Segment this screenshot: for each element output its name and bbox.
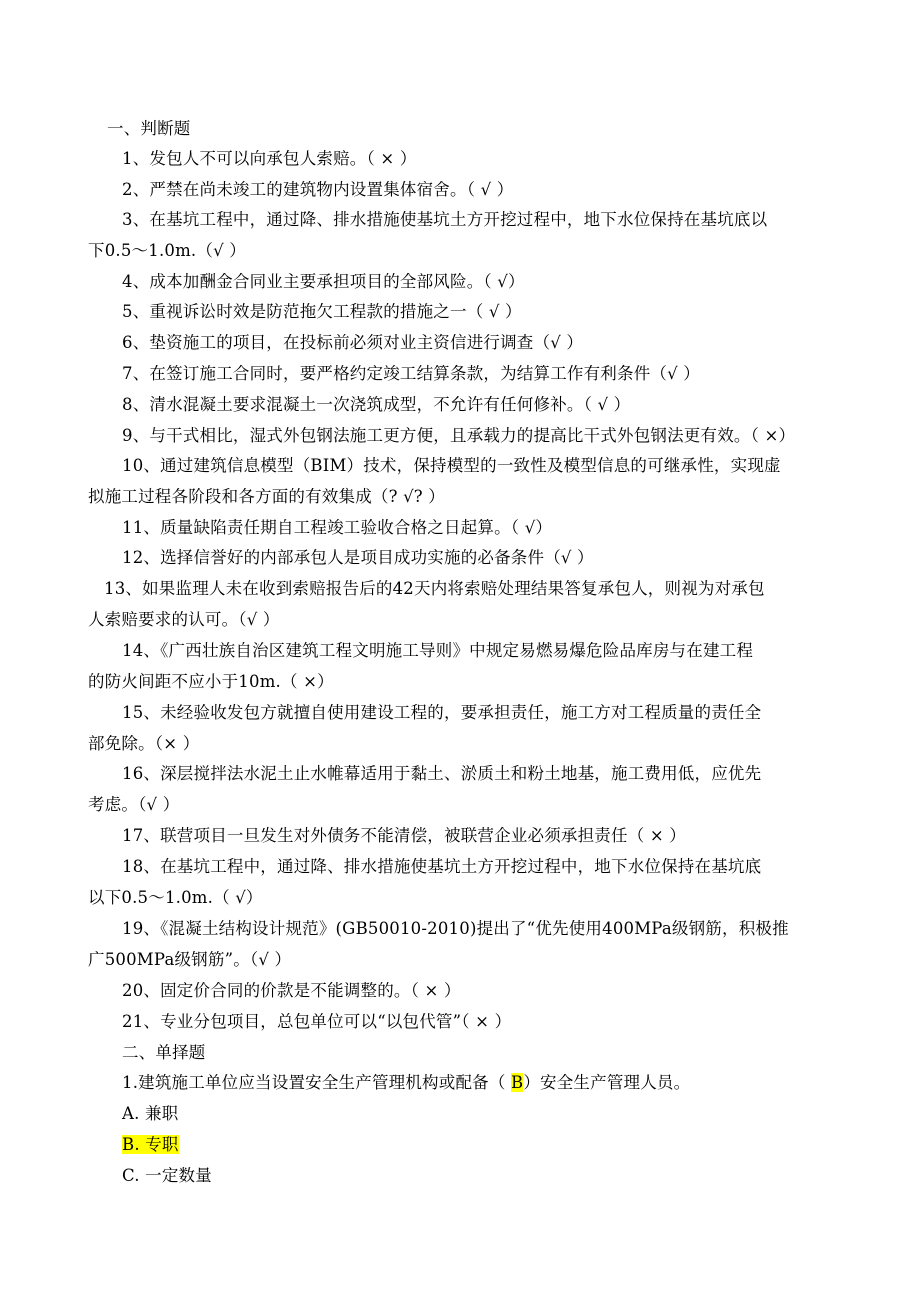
option-b-highlight: B. 专职: [122, 1135, 179, 1154]
option-c: C. 一定数量: [122, 1166, 212, 1185]
question-line: 15、未经验收发包方就擅自使用建设工程的，要承担责任，施工方对工程质量的责任全: [122, 703, 762, 722]
question-line-continuation: 考虑。（√ ）: [88, 795, 180, 814]
answer-highlight: B: [511, 1073, 524, 1092]
question-line-continuation: 的防火间距不应小于10m.（ ×）: [88, 672, 334, 691]
question-line: 14、《广西壮族自治区建筑工程文明施工导则》中规定易燃易爆危险品库房与在建工程: [122, 641, 754, 660]
question-line-continuation: 部免除。（× ）: [88, 734, 200, 753]
question-line-continuation: 拟施工过程各阶段和各方面的有效集成（? √? ）: [88, 487, 445, 506]
question-line: 10、通过建筑信息模型（BIM）技术，保持模型的一致性及模型信息的可继承性，实现虚: [122, 456, 781, 475]
question-line: 21、专业分包项目，总包单位可以“以包代管”（ × ）: [122, 1012, 512, 1031]
stem-before-text: 1.建筑施工单位应当设置安全生产管理机构或配备（: [122, 1073, 511, 1092]
question-line-continuation: 以下0.5～1.0m.（ √）: [88, 888, 263, 907]
question-line: 1、发包人不可以向承包人索赔。（ × ）: [122, 149, 417, 168]
question-line: 17、联营项目一旦发生对外债务不能清偿，被联营企业必须承担责任（ × ）: [122, 826, 687, 845]
question-line: 8、清水混凝土要求混凝土一次浇筑成型，不允许有任何修补。（ √ ）: [122, 395, 631, 414]
question-line: 18、在基坑工程中，通过降、排水措施使基坑土方开挖过程中，地下水位保持在基坑底: [122, 857, 762, 876]
choice-question-stem: [122, 1071, 690, 1095]
section-title-judgment: 一、判断题: [107, 119, 191, 138]
stem-after-text: ）安全生产管理人员。: [523, 1073, 691, 1092]
section-title-single-choice: 二、单择题: [122, 1043, 206, 1062]
question-line: 3、在基坑工程中，通过降、排水措施使基坑土方开挖过程中，地下水位保持在基坑底以: [122, 210, 768, 229]
option-b: [122, 1133, 179, 1157]
question-line: 2、严禁在尚未竣工的建筑物内设置集体宿舍。（ √ ）: [122, 180, 514, 199]
question-line: 5、重视诉讼时效是防范拖欠工程款的措施之一（ √ ）: [122, 302, 522, 321]
question-line: 12、选择信誉好的内部承包人是项目成功实施的必备条件（√ ）: [122, 548, 594, 567]
question-line: 4、成本加酬金合同业主要承担项目的全部风险。（ √）: [122, 272, 525, 291]
question-line: 6、垫资施工的项目，在投标前必须对业主资信进行调查（√ ）: [122, 333, 584, 352]
option-a: A. 兼职: [122, 1104, 179, 1123]
question-line-continuation: 人索赔要求的认可。（√ ）: [88, 610, 280, 629]
question-line: 20、固定价合同的价款是不能调整的。（ × ）: [122, 981, 461, 1000]
question-line: 11、质量缺陷责任期自工程竣工验收合格之日起算。（ √）: [122, 518, 553, 537]
question-line: 13、如果监理人未在收到索赔报告后的42天内将索赔处理结果答复承包人，则视为对承包: [104, 579, 765, 598]
question-line: 7、在签订施工合同时，要严格约定竣工结算条款，为结算工作有利条件（√ ）: [122, 364, 700, 383]
question-line-continuation: 广500MPa级钢筋”。（√ ）: [88, 950, 292, 969]
question-line-continuation: 下0.5～1.0m.（√ ）: [88, 241, 246, 260]
question-line: 19、《混凝土结构设计规范》(GB50010-2010)提出了“优先使用400MPa级钢筋，积极推: [122, 919, 789, 938]
question-line: 16、深层搅拌法水泥土止水帷幕适用于黏土、淤质土和粉土地基，施工费用低，应优先: [122, 764, 762, 783]
question-line: 9、与干式相比，湿式外包钢法施工更方便，且承载力的提高比干式外包钢法更有效。（ ×）: [122, 426, 796, 445]
